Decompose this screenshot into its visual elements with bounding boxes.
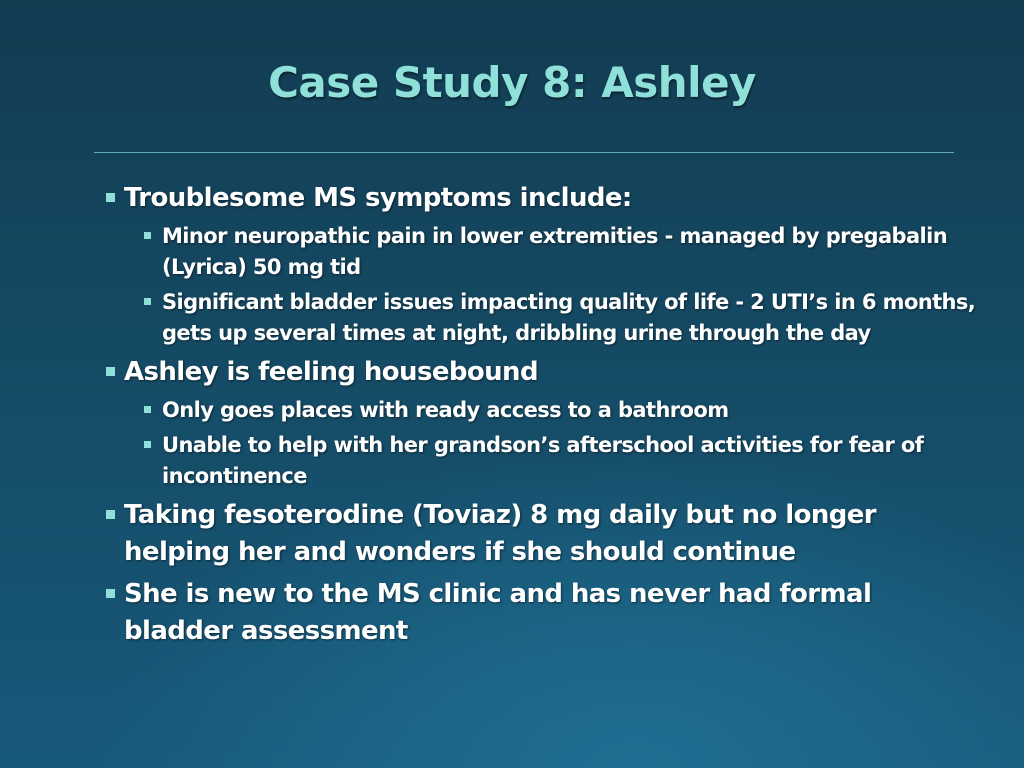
square-bullet-icon — [106, 193, 115, 202]
square-bullet-icon — [106, 510, 115, 519]
bullet-symptoms — [104, 180, 984, 217]
subbullet-grandson-activities — [104, 430, 984, 492]
slide-content — [104, 180, 984, 650]
bullet-text: Taking fesoterodine (Toviaz) 8 mg daily but no longer helping her and wonders if she should continue — [124, 500, 877, 567]
slide-title: Case Study 8: Ashley — [268, 58, 756, 107]
subbullet-text: Significant bladder issues impacting quality of life - 2 UTI’s in 6 months, gets up several times at night, dribbling urine through the day — [162, 290, 976, 345]
subbullet-bathroom-access — [104, 395, 984, 426]
bullet-text: She is new to the MS clinic and has never had formal bladder assessment — [124, 579, 872, 646]
subbullet-text: Minor neuropathic pain in lower extremities - managed by pregabalin (Lyrica) 50 mg tid — [162, 224, 948, 279]
square-bullet-icon — [144, 406, 151, 413]
bullet-text: Ashley is feeling housebound — [124, 357, 538, 387]
subbullet-neuropathic-pain — [104, 221, 984, 283]
bullet-new-to-clinic — [104, 576, 984, 650]
bullet-housebound — [104, 354, 984, 391]
subbullet-text: Unable to help with her grandson’s afterschool activities for fear of incontinence — [162, 433, 924, 488]
bullet-fesoterodine — [104, 497, 984, 571]
square-bullet-icon — [106, 589, 115, 598]
square-bullet-icon — [106, 367, 115, 376]
bullet-text: Troublesome MS symptoms include: — [124, 183, 632, 213]
title-divider — [94, 152, 954, 153]
square-bullet-icon — [144, 441, 151, 448]
square-bullet-icon — [144, 232, 151, 239]
subbullet-text: Only goes places with ready access to a bathroom — [162, 398, 729, 422]
square-bullet-icon — [144, 298, 151, 305]
subbullet-bladder-issues — [104, 287, 984, 349]
